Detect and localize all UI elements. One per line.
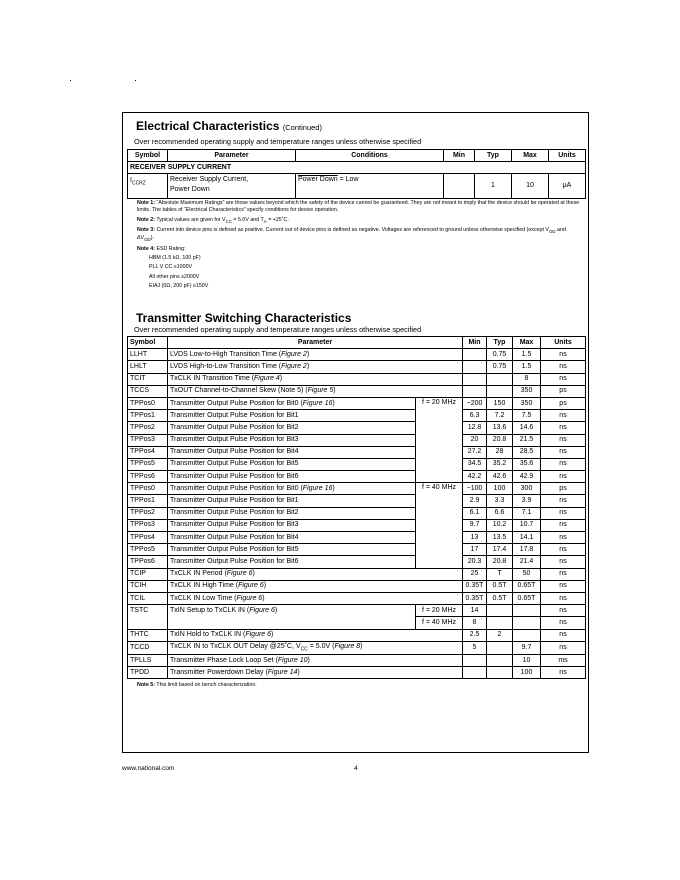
tx-parameter: Transmitter Output Pulse Position for Bit1 <box>168 495 416 507</box>
tx-header-symbol: Symbol <box>128 337 168 349</box>
header-typ: Typ <box>475 150 512 162</box>
tx-max: 9.7 <box>513 641 541 654</box>
tx-symbol: TPPos6 <box>128 471 168 483</box>
tx-row <box>128 641 586 654</box>
transmitter-table <box>127 336 586 679</box>
header-symbol: Symbol <box>128 150 168 162</box>
tx-min: 6.1 <box>463 507 487 519</box>
tx-min: 8 <box>463 617 487 629</box>
tx-parameter: TxCLK IN Period (Figure 6) <box>168 568 463 580</box>
tx-max: 1.5 <box>513 349 541 361</box>
tx-units: ns <box>541 568 586 580</box>
note-5: Note 5: This limit based on bench characterization. <box>137 682 257 688</box>
tx-min: 0.35T <box>463 580 487 592</box>
tx-min <box>463 361 487 373</box>
tx-typ <box>487 605 513 617</box>
tx-units: ns <box>541 592 586 604</box>
tx-max: 300 <box>513 483 541 495</box>
group-row <box>128 162 586 174</box>
tx-min: 9.7 <box>463 519 487 531</box>
tx-max: 28.5 <box>513 446 541 458</box>
tx-typ <box>487 667 513 679</box>
tx-parameter: Transmitter Output Pulse Position for Bit1 <box>168 410 416 422</box>
tx-symbol: TPPos6 <box>128 556 168 568</box>
tx-condition: f = 40 MHz <box>416 483 463 568</box>
electrical-title-suffix: (Continued) <box>282 123 322 132</box>
tx-max: 8 <box>513 373 541 385</box>
tx-symbol: TPPos1 <box>128 410 168 422</box>
tx-min: 2.9 <box>463 495 487 507</box>
tx-units: ns <box>541 410 586 422</box>
row-symbol: $I_{CCRZ}$ <box>128 174 168 199</box>
tx-units: ns <box>541 373 586 385</box>
tx-symbol: TPPos5 <box>128 458 168 470</box>
header-min: Min <box>444 150 475 162</box>
tx-parameter: Transmitter Output Pulse Position for Bit0 (Figure 16) <box>168 397 416 409</box>
tx-symbol: TPPos3 <box>128 434 168 446</box>
tx-min: 20.3 <box>463 556 487 568</box>
tx-parameter: Transmitter Output Pulse Position for Bit4 <box>168 446 416 458</box>
tx-row <box>128 532 586 544</box>
tx-typ: 35.2 <box>487 458 513 470</box>
tx-parameter: TxIN Setup to TxCLK IN (Figure 6) <box>168 605 416 617</box>
tx-units: ns <box>541 361 586 373</box>
tx-typ: 28 <box>487 446 513 458</box>
tx-min <box>463 667 487 679</box>
tx-min: −100 <box>463 483 487 495</box>
tx-typ: 100 <box>487 483 513 495</box>
notes-block <box>137 200 581 290</box>
tx-symbol: LHLT <box>128 361 168 373</box>
tx-max <box>513 605 541 617</box>
row-min <box>444 174 475 199</box>
tx-parameter: TxCLK IN Transition Time (Figure 4) <box>168 373 463 385</box>
tx-row <box>128 556 586 568</box>
tx-symbol: TCIH <box>128 580 168 592</box>
tx-max: 0.65T <box>513 592 541 604</box>
row-parameter: Receiver Supply Current, Power Down <box>168 174 296 199</box>
tx-typ: T <box>487 568 513 580</box>
note-4: Note 4: ESD Rating: <box>137 245 186 252</box>
tx-parameter: Transmitter Output Pulse Position for Bit4 <box>168 532 416 544</box>
tx-parameter: Transmitter Output Pulse Position for Bit6 <box>168 556 416 568</box>
header-max: Max <box>512 150 549 162</box>
tx-max: 1.5 <box>513 361 541 373</box>
tx-parameter: Transmitter Output Pulse Position for Bit3 <box>168 434 416 446</box>
tx-symbol: TPPos2 <box>128 507 168 519</box>
tx-units: ps <box>541 385 586 397</box>
tx-units: ns <box>541 507 586 519</box>
tx-units: ns <box>541 580 586 592</box>
tx-min: 6.3 <box>463 410 487 422</box>
tx-units: ns <box>541 349 586 361</box>
tx-typ: 13.6 <box>487 422 513 434</box>
tx-max: 350 <box>513 397 541 409</box>
tx-row <box>128 667 586 679</box>
tx-symbol: TCIL <box>128 592 168 604</box>
tx-row <box>128 580 586 592</box>
tx-row <box>128 605 586 617</box>
tx-min: 27.2 <box>463 446 487 458</box>
tx-units: ns <box>541 605 586 617</box>
tx-units: ns <box>541 556 586 568</box>
tx-typ: 0.75 <box>487 349 513 361</box>
tx-typ: 0.75 <box>487 361 513 373</box>
tx-parameter: TxCLK IN to TxCLK OUT Delay @25˚C, $V_{CC} = 5.0V$ (Figure 8) <box>168 641 463 654</box>
tx-typ: 6.6 <box>487 507 513 519</box>
tx-row <box>128 410 586 422</box>
header-conditions: Conditions <box>296 150 444 162</box>
tx-min: 20 <box>463 434 487 446</box>
tx-max: 17.8 <box>513 544 541 556</box>
tx-max: 42.9 <box>513 471 541 483</box>
tx-units: ns <box>541 446 586 458</box>
tx-min: 2.5 <box>463 629 487 641</box>
tx-typ: 17.4 <box>487 544 513 556</box>
header-units: Units <box>549 150 586 162</box>
tx-header-parameter: Parameter <box>168 337 463 349</box>
tx-max: 35.6 <box>513 458 541 470</box>
row-max: 10 <box>512 174 549 199</box>
tx-header-typ: Typ <box>487 337 513 349</box>
tx-row <box>128 385 586 397</box>
tx-min: 5 <box>463 641 487 654</box>
tx-min: 42.2 <box>463 471 487 483</box>
header-parameter: Parameter <box>168 150 296 162</box>
esd-other: All other pins ≥2000V <box>149 273 200 280</box>
tx-row <box>128 373 586 385</box>
note-2: Note 2: Typical values are given for $V_{CC} = 5.0V$ and $T_A$ = +25˚C. <box>137 216 289 224</box>
tx-typ: 20.8 <box>487 434 513 446</box>
note-1: Note 1: “Absolute Maximum Ratings” are those values beyond which the safety of the device cannot be guaranteed. They are not meant to imply that the device should be operated at these limits. The tables of “Electrical Characteristics” specify conditions for device operation. <box>137 200 580 214</box>
electrical-header-row <box>128 150 586 162</box>
tx-parameter: TxCLK IN High Time (Figure 6) <box>168 580 463 592</box>
tx-parameter: Transmitter Phase Lock Loop Set (Figure 10) <box>168 655 463 667</box>
tx-max <box>513 629 541 641</box>
tx-parameter: Transmitter Output Pulse Position for Bit6 <box>168 471 416 483</box>
tx-row <box>128 519 586 531</box>
tx-units: ms <box>541 655 586 667</box>
tx-max: 7.1 <box>513 507 541 519</box>
tx-typ: 3.3 <box>487 495 513 507</box>
row-typ: 1 <box>475 174 512 199</box>
tx-units: ns <box>541 629 586 641</box>
tx-typ <box>487 385 513 397</box>
tx-units: ns <box>541 617 586 629</box>
note-3: Note 3: Current into device pins is defined as positive. Current out of device pins is defined as negative. Voltages are referenced to ground unless otherwise specified (except $V_{OD}$ and $\Delta V_{OD}$). <box>137 226 566 243</box>
tx-typ: 20.8 <box>487 556 513 568</box>
tx-max: 3.9 <box>513 495 541 507</box>
supply-current-row <box>128 174 586 199</box>
tx-min: 0.35T <box>463 592 487 604</box>
tx-max: 350 <box>513 385 541 397</box>
tx-typ: 42.6 <box>487 471 513 483</box>
tx-symbol: TPPos3 <box>128 519 168 531</box>
electrical-subtitle: Over recommended operating supply and temperature ranges unless otherwise specified <box>134 137 422 146</box>
tx-symbol: TPPos4 <box>128 446 168 458</box>
tx-row <box>128 629 586 641</box>
tx-parameter: Transmitter Output Pulse Position for Bit5 <box>168 544 416 556</box>
tx-symbol: TPPos0 <box>128 397 168 409</box>
tx-symbol: TPPos2 <box>128 422 168 434</box>
tx-min: 14 <box>463 605 487 617</box>
tx-condition: f = 40 MHz <box>416 617 463 629</box>
tx-units: ns <box>541 458 586 470</box>
tx-row <box>128 434 586 446</box>
tx-typ: 0.5T <box>487 592 513 604</box>
tx-row <box>128 458 586 470</box>
tx-units: ps <box>541 397 586 409</box>
tx-header-min: Min <box>463 337 487 349</box>
electrical-table <box>127 149 586 199</box>
tx-parameter: Transmitter Output Pulse Position for Bit0 (Figure 16) <box>168 483 416 495</box>
tx-symbol: TCIT <box>128 373 168 385</box>
footer-url: www.national.com <box>122 765 175 772</box>
tx-min: 25 <box>463 568 487 580</box>
tx-max <box>513 617 541 629</box>
row-units: μA <box>549 174 586 199</box>
tx-units: ns <box>541 519 586 531</box>
tx-max: 21.5 <box>513 434 541 446</box>
tx-min: 34.5 <box>463 458 487 470</box>
transmitter-title: Transmitter Switching Characteristics <box>136 311 352 325</box>
tx-units: ns <box>541 495 586 507</box>
transmitter-header-row <box>128 337 586 349</box>
tx-max: 100 <box>513 667 541 679</box>
tx-symbol: TCCS <box>128 385 168 397</box>
tx-symbol <box>128 617 168 629</box>
tx-typ <box>487 373 513 385</box>
tx-min: 12.8 <box>463 422 487 434</box>
tx-min: −200 <box>463 397 487 409</box>
tx-max: 7.5 <box>513 410 541 422</box>
tx-max: 10 <box>513 655 541 667</box>
tx-typ <box>487 617 513 629</box>
tx-min: 13 <box>463 532 487 544</box>
tx-min <box>463 385 487 397</box>
tx-parameter: LVDS Low-to-High Transition Time (Figure 2) <box>168 349 463 361</box>
tx-typ: 13.5 <box>487 532 513 544</box>
tx-parameter: Transmitter Output Pulse Position for Bit5 <box>168 458 416 470</box>
tx-max: 10.7 <box>513 519 541 531</box>
tx-typ <box>487 655 513 667</box>
tx-parameter <box>168 617 416 629</box>
tx-parameter: TxCLK IN Low Time (Figure 6) <box>168 592 463 604</box>
tx-typ: 7.2 <box>487 410 513 422</box>
tx-max: 0.65T <box>513 580 541 592</box>
esd-pll: PLL V CC ≥1000V <box>149 264 193 271</box>
tx-row <box>128 507 586 519</box>
tx-parameter: Transmitter Powerdown Delay (Figure 14) <box>168 667 463 679</box>
tx-max: 14.1 <box>513 532 541 544</box>
tx-max: 21.4 <box>513 556 541 568</box>
tx-typ: 2 <box>487 629 513 641</box>
group-label: RECEIVER SUPPLY CURRENT <box>128 162 586 174</box>
tx-symbol: THTC <box>128 629 168 641</box>
tx-units: ns <box>541 422 586 434</box>
tx-row <box>128 568 586 580</box>
tx-condition: f = 20 MHz <box>416 397 463 482</box>
tx-row <box>128 495 586 507</box>
footer-page-number: 4 <box>354 765 358 772</box>
tx-symbol: TPPos1 <box>128 495 168 507</box>
esd-hbm: HBM (1.5 kΩ, 100 pF) <box>149 254 201 261</box>
tx-units: ns <box>541 544 586 556</box>
tx-min: 17 <box>463 544 487 556</box>
tx-row <box>128 617 586 629</box>
row-conditions: Power Down = Low <box>296 174 444 199</box>
tx-row <box>128 446 586 458</box>
tx-parameter: TxOUT Channel-to-Channel Skew (Note 5) (Figure 5) <box>168 385 463 397</box>
esd-eiaj: EIAJ (0Ω, 200 pF) ≥150V <box>149 282 209 289</box>
tx-symbol: TCIP <box>128 568 168 580</box>
tx-min <box>463 655 487 667</box>
tx-row <box>128 544 586 556</box>
tx-symbol: TPDD <box>128 667 168 679</box>
margin-dot <box>135 80 136 81</box>
tx-units: ns <box>541 641 586 654</box>
tx-typ: 150 <box>487 397 513 409</box>
tx-row <box>128 655 586 667</box>
tx-row <box>128 361 586 373</box>
tx-parameter: Transmitter Output Pulse Position for Bit2 <box>168 507 416 519</box>
tx-header-units: Units <box>541 337 586 349</box>
tx-min <box>463 373 487 385</box>
tx-parameter: Transmitter Output Pulse Position for Bit3 <box>168 519 416 531</box>
tx-symbol: TPLLS <box>128 655 168 667</box>
tx-typ: 0.5T <box>487 580 513 592</box>
tx-parameter: TxIN Hold to TxCLK IN (Figure 6) <box>168 629 463 641</box>
tx-symbol: TPPos4 <box>128 532 168 544</box>
tx-units: ns <box>541 471 586 483</box>
tx-symbol: LLHT <box>128 349 168 361</box>
tx-min <box>463 349 487 361</box>
tx-row <box>128 471 586 483</box>
tx-row <box>128 397 586 409</box>
tx-symbol: TPPos0 <box>128 483 168 495</box>
tx-row <box>128 483 586 495</box>
tx-symbol: TCCD <box>128 641 168 654</box>
tx-units: ns <box>541 532 586 544</box>
tx-row <box>128 592 586 604</box>
electrical-title: Electrical Characteristics (Continued) <box>136 119 322 133</box>
transmitter-subtitle: Over recommended operating supply and temperature ranges unless otherwise specified <box>134 325 422 334</box>
tx-row <box>128 349 586 361</box>
tx-max: 50 <box>513 568 541 580</box>
tx-parameter: Transmitter Output Pulse Position for Bit2 <box>168 422 416 434</box>
tx-row <box>128 422 586 434</box>
tx-symbol: TSTC <box>128 605 168 617</box>
tx-typ <box>487 641 513 654</box>
tx-typ: 10.2 <box>487 519 513 531</box>
tx-header-max: Max <box>513 337 541 349</box>
tx-units: ns <box>541 667 586 679</box>
tx-units: ps <box>541 483 586 495</box>
margin-dot <box>70 80 71 81</box>
tx-max: 14.6 <box>513 422 541 434</box>
tx-symbol: TPPos5 <box>128 544 168 556</box>
tx-condition: f = 20 MHz <box>416 605 463 617</box>
tx-units: ns <box>541 434 586 446</box>
tx-parameter: LVDS High-to-Low Transition Time (Figure 2) <box>168 361 463 373</box>
